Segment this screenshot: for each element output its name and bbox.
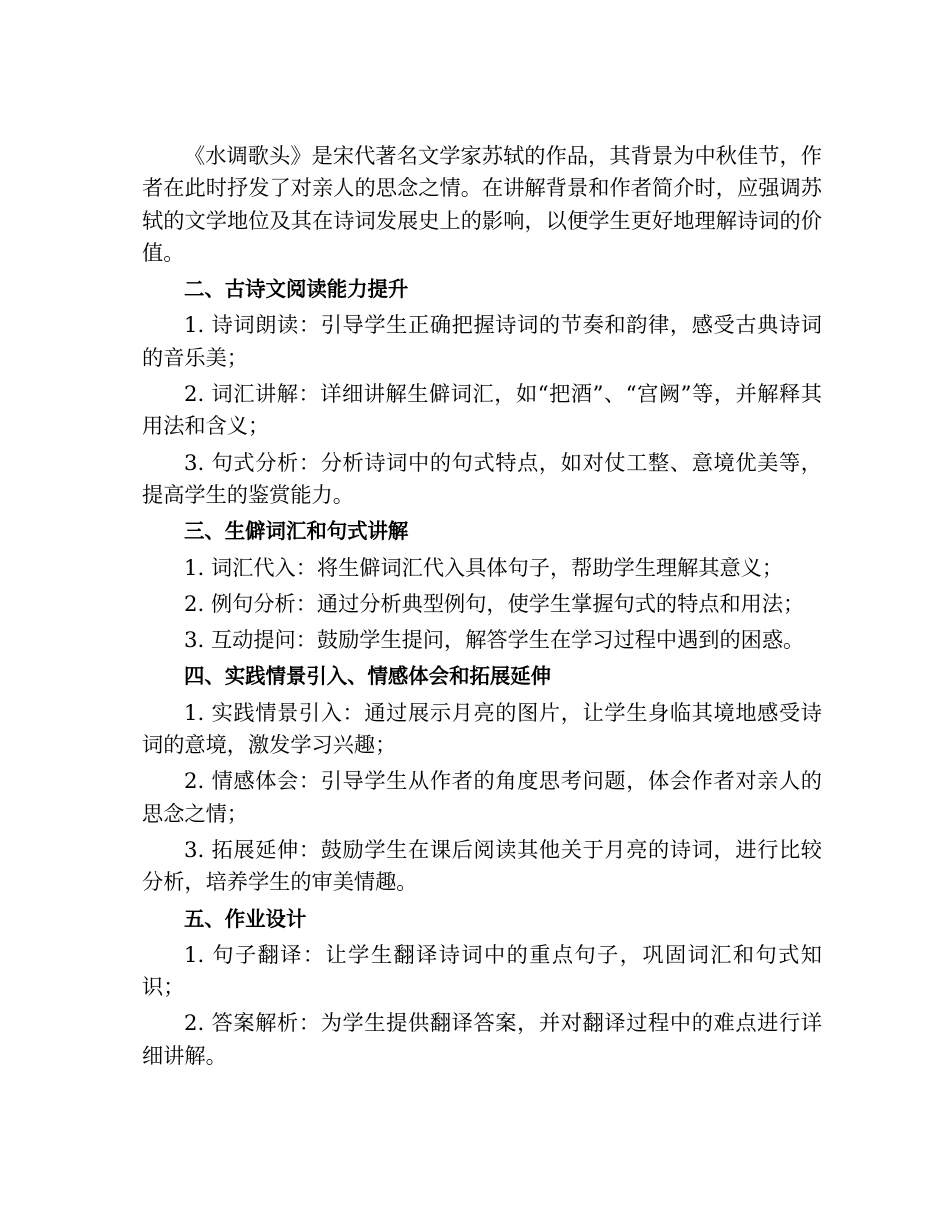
- section-heading: 四、实践情景引入、情感体会和拓展延伸: [184, 664, 552, 689]
- list-item: 1. 诗词朗读：引导学生正确把握诗词的节奏和韵律，感受古典诗词的音乐美；: [142, 312, 822, 370]
- section-heading: 二、古诗文阅读能力提升: [184, 277, 409, 302]
- list-item: 2. 例句分析：通过分析典型例句，使学生掌握句式的特点和用法；: [184, 590, 805, 616]
- document-body: [142, 140, 822, 1072]
- section-heading: 五、作业设计: [184, 906, 307, 931]
- list-item: 3. 互动提问：鼓励学生提问，解答学生在学习过程中遇到的困惑。: [184, 627, 805, 653]
- list-item: 1. 句子翻译：让学生翻译诗词中的重点句子，巩固词汇和句式知识；: [142, 941, 822, 1000]
- list-item: 3. 句式分析：分析诗词中的句式特点，如对仗工整、意境优美等，提高学生的鉴赏能力。: [142, 449, 822, 507]
- list-item: 2. 词汇讲解：详细讲解生僻词汇，如“把酒”、“宫阙”等，并解释其用法和含义；: [142, 381, 822, 439]
- list-item: 3. 拓展延伸：鼓励学生在课后阅读其他关于月亮的诗词，进行比较分析，培养学生的审美情趣。: [142, 836, 822, 895]
- list-item: 2. 答案解析：为学生提供翻译答案，并对翻译过程中的难点进行详细讲解。: [142, 1010, 822, 1068]
- list-item: 2. 情感体会：引导学生从作者的角度思考问题，体会作者对亲人的思念之情；: [142, 768, 822, 826]
- list-item: 1. 词汇代入：将生僻词汇代入具体句子，帮助学生理解其意义；: [184, 554, 784, 580]
- section-heading: 三、生僻词汇和句式讲解: [184, 519, 409, 544]
- intro-paragraph: 《水调歌头》是宋代著名文学家苏轼的作品，其背景为中秋佳节，作者在此时抒发了对亲人的思念之情。在讲解背景和作者简介时，应强调苏轼的文学地位及其在诗词发展史上的影响，以便学生更好地理解诗词的价值。: [142, 143, 822, 265]
- list-item: 1. 实践情景引入：通过展示月亮的图片，让学生身临其境地感受诗词的意境，激发学习兴趣；: [142, 699, 822, 758]
